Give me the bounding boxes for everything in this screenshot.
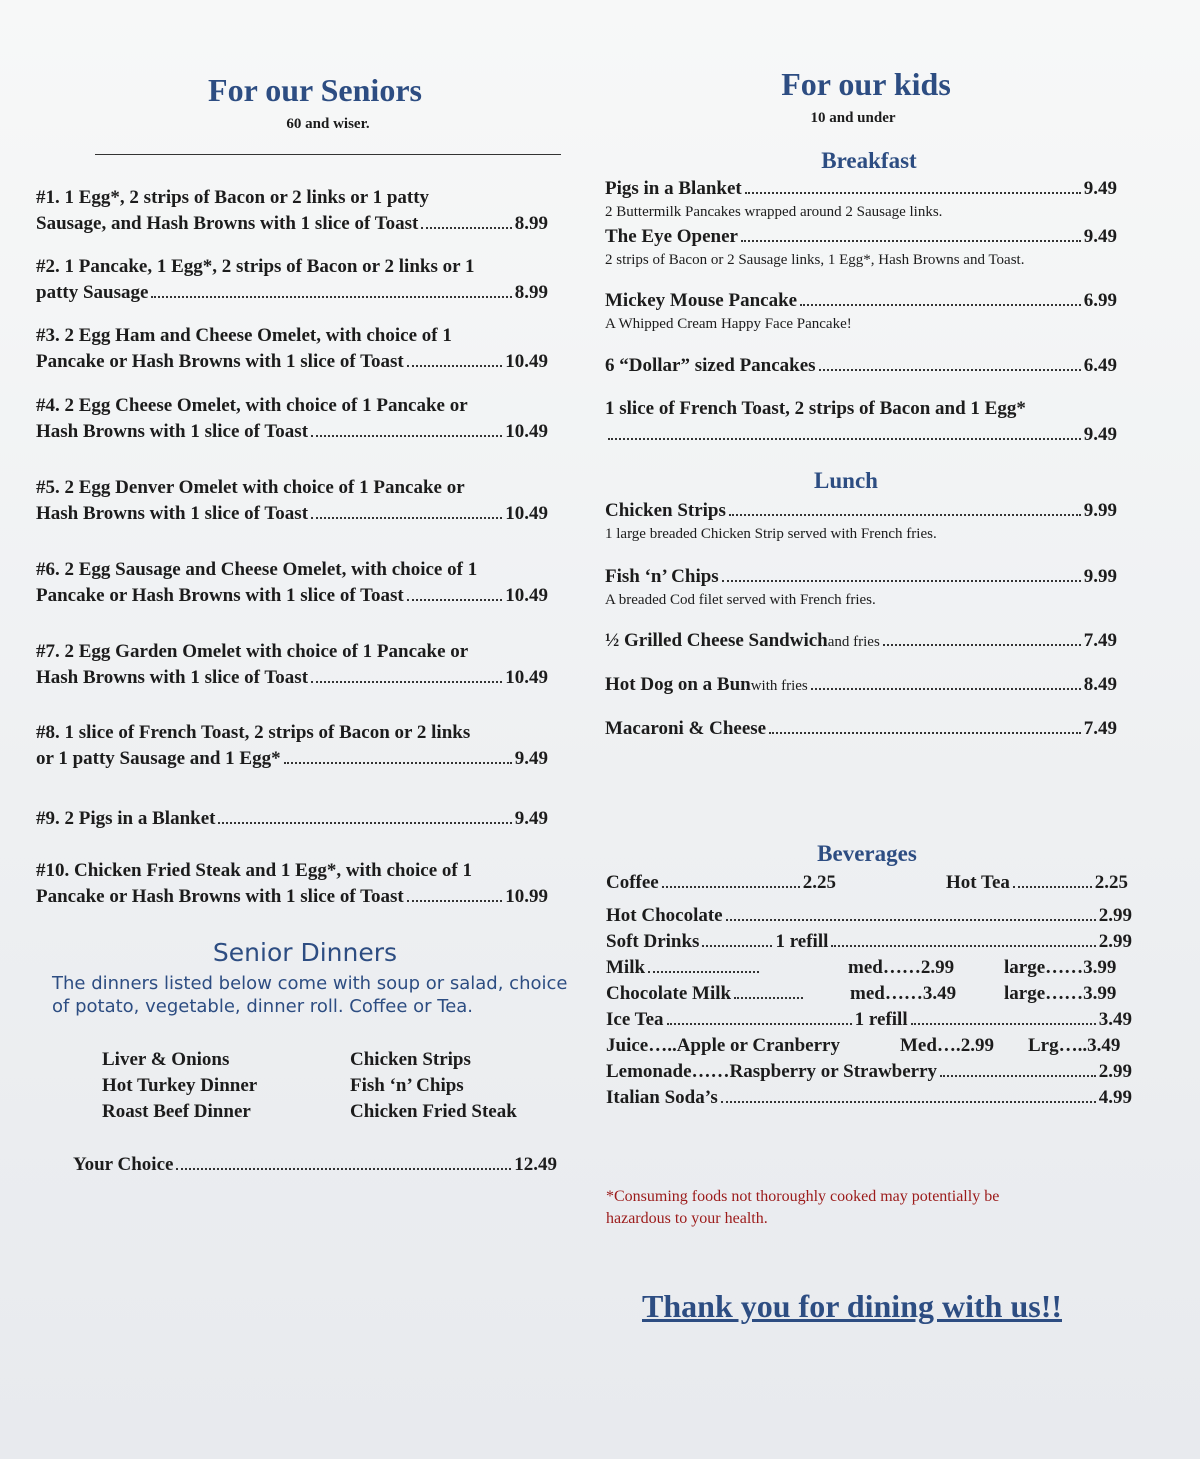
senior-item-line1: #1. 1 Egg*, 2 strips of Bacon or 2 links or 1 patty bbox=[36, 187, 430, 208]
beverage-juice-large: Lrg…..3.49 bbox=[1028, 1035, 1121, 1056]
kids-item-price: 9.49 bbox=[1083, 226, 1117, 247]
kids-item-name: 6 “Dollar” sized Pancakes bbox=[605, 355, 816, 376]
divider bbox=[95, 154, 561, 155]
senior-menu-item bbox=[36, 720, 548, 772]
senior-item-line2: Hash Browns with 1 slice of Toast bbox=[36, 667, 309, 688]
kids-menu-item bbox=[605, 288, 1117, 334]
beverage-juice: Juice…..Apple or Cranberry bbox=[606, 1035, 840, 1056]
senior-item-line2: or 1 patty Sausage and 1 Egg* bbox=[36, 748, 281, 769]
kids-item-name: Fish ‘n’ Chips bbox=[605, 566, 719, 587]
kids-item-price: 9.99 bbox=[1083, 566, 1117, 587]
kids-menu-item bbox=[605, 224, 1117, 270]
seniors-title: For our Seniors bbox=[208, 72, 422, 108]
kids-item-price: 9.49 bbox=[1083, 178, 1117, 199]
senior-menu-item bbox=[36, 475, 548, 527]
senior-menu-item bbox=[36, 639, 548, 691]
beverage-milk: Milk bbox=[606, 955, 762, 981]
lunch-heading: Lunch bbox=[814, 468, 878, 493]
senior-dinners-title: Senior Dinners bbox=[212, 938, 398, 967]
kids-item-price: 7.49 bbox=[1083, 630, 1117, 651]
senior-item-line2: Hash Browns with 1 slice of Toast bbox=[36, 421, 309, 442]
senior-item-line1: #10. Chicken Fried Steak and 1 Egg*, with choice of 1 bbox=[36, 860, 472, 881]
breakfast-heading: Breakfast bbox=[821, 148, 917, 173]
beverage-milk-med: med……2.99 bbox=[848, 957, 955, 978]
senior-item-price: 10.49 bbox=[505, 667, 548, 688]
senior-menu-item bbox=[36, 557, 548, 609]
kids-item-name: 1 slice of French Toast, 2 strips of Bacon and 1 Egg* bbox=[605, 398, 1026, 419]
beverage-soft-drinks: Soft Drinks 1 refill 2.99 bbox=[606, 931, 1132, 952]
dinner-item: Chicken Strips bbox=[350, 1049, 471, 1070]
kids-item-extra: with fries bbox=[750, 678, 808, 694]
kids-item-extra: and fries bbox=[827, 634, 880, 650]
kids-menu-item bbox=[605, 176, 1117, 222]
kids-item-name: Hot Dog on a Bun bbox=[605, 674, 751, 695]
kids-item-description: 1 large breaded Chicken Strip served with French fries. bbox=[605, 526, 937, 542]
kids-item-price: 6.99 bbox=[1083, 290, 1117, 311]
senior-item-line1: #7. 2 Egg Garden Omelet with choice of 1 Pancake or bbox=[36, 641, 469, 662]
dinner-column-1 bbox=[102, 1047, 257, 1125]
senior-menu-item bbox=[36, 185, 548, 237]
senior-menu-item bbox=[36, 806, 548, 832]
kids-title: For our kids bbox=[781, 66, 951, 102]
kids-item-name: Macaroni & Cheese bbox=[605, 718, 767, 739]
your-choice-price: 12.49 bbox=[514, 1154, 557, 1175]
kids-menu-item bbox=[605, 353, 1117, 379]
kids-item-price: 9.99 bbox=[1083, 500, 1117, 521]
beverages-heading: Beverages bbox=[817, 841, 917, 866]
kids-item-price: 9.49 bbox=[1083, 424, 1117, 445]
senior-dinners-desc-line2: of potato, vegetable, dinner roll. Coffee or Tea. bbox=[52, 996, 474, 1017]
kids-subtitle: 10 and under bbox=[810, 110, 896, 126]
dinner-item: Fish ‘n’ Chips bbox=[350, 1075, 464, 1096]
kids-item-description: A Whipped Cream Happy Face Pancake! bbox=[605, 316, 852, 332]
senior-item-line2: patty Sausage bbox=[36, 282, 149, 303]
beverage-hot-chocolate: Hot Chocolate 2.99 bbox=[606, 905, 1132, 926]
health-warning: *Consuming foods not thoroughly cooked may potentially be hazardous to your health. bbox=[606, 1188, 1000, 1227]
senior-item-price: 10.49 bbox=[505, 585, 548, 606]
senior-menu-item bbox=[36, 254, 548, 306]
senior-menu-item bbox=[36, 858, 548, 910]
senior-item-price: 10.99 bbox=[505, 886, 548, 907]
dinner-item: Liver & Onions bbox=[102, 1049, 230, 1070]
beverage-ice-tea: Ice Tea 1 refill 3.49 bbox=[606, 1009, 1132, 1030]
seniors-subtitle: 60 and wiser. bbox=[286, 116, 370, 132]
kids-menu-item bbox=[605, 672, 1117, 699]
senior-menu-item bbox=[36, 323, 548, 375]
senior-item-line1: #6. 2 Egg Sausage and Cheese Omelet, with choice of 1 bbox=[36, 559, 478, 580]
senior-item-line1: #8. 1 slice of French Toast, 2 strips of Bacon or 2 links bbox=[36, 722, 471, 743]
kids-item-price: 6.49 bbox=[1083, 355, 1117, 376]
senior-item-line1: #3. 2 Egg Ham and Cheese Omelet, with choice of 1 bbox=[36, 325, 452, 346]
kids-menu-item bbox=[605, 628, 1117, 655]
dinner-column-2 bbox=[350, 1047, 517, 1125]
your-choice-row bbox=[73, 1152, 557, 1178]
kids-menu-item bbox=[605, 716, 1117, 742]
senior-dinners-desc-line1: The dinners listed below come with soup or salad, choice bbox=[52, 973, 568, 994]
beverage-juice-med: Med….2.99 bbox=[900, 1035, 994, 1056]
kids-menu-item bbox=[605, 498, 1117, 544]
senior-item-line1: #5. 2 Egg Denver Omelet with choice of 1 Pancake or bbox=[36, 477, 465, 498]
senior-dinners-description bbox=[52, 972, 567, 1018]
beverage-coffee: Coffee 2.25 bbox=[606, 872, 836, 893]
beverage-lemonade: Lemonade……Raspberry or Strawberry 2.99 bbox=[606, 1061, 1132, 1082]
dinner-item: Chicken Fried Steak bbox=[350, 1101, 517, 1122]
dinner-item: Roast Beef Dinner bbox=[102, 1101, 251, 1122]
kids-menu-item bbox=[605, 396, 1117, 448]
beverage-hot-tea: Hot Tea 2.25 bbox=[946, 872, 1128, 893]
beverage-italian-soda: Italian Soda’s 4.99 bbox=[606, 1087, 1132, 1108]
beverage-chocolate-milk-med: med……3.49 bbox=[850, 983, 957, 1004]
kids-item-description: A breaded Cod filet served with French fries. bbox=[605, 592, 876, 608]
senior-menu-item bbox=[36, 393, 548, 445]
senior-item-price: 10.49 bbox=[505, 351, 548, 372]
beverage-chocolate-milk: Chocolate Milk bbox=[606, 981, 806, 1007]
senior-item-line2: Hash Browns with 1 slice of Toast bbox=[36, 503, 309, 524]
kids-item-name: Mickey Mouse Pancake bbox=[605, 290, 798, 311]
kids-item-price: 8.49 bbox=[1083, 674, 1117, 695]
senior-item-line2: #9. 2 Pigs in a Blanket bbox=[36, 808, 216, 829]
senior-item-line2: Pancake or Hash Browns with 1 slice of Toast bbox=[36, 886, 404, 907]
kids-item-description: 2 strips of Bacon or 2 Sausage links, 1 Egg*, Hash Browns and Toast. bbox=[605, 252, 1025, 268]
thank-you-message: Thank you for dining with us!! bbox=[642, 1288, 1062, 1324]
beverage-milk-large: large……3.99 bbox=[1004, 957, 1117, 978]
your-choice-label: Your Choice bbox=[73, 1154, 174, 1175]
senior-item-price: 9.49 bbox=[514, 808, 548, 829]
senior-item-line1: #4. 2 Egg Cheese Omelet, with choice of 1 Pancake or bbox=[36, 395, 468, 416]
kids-item-description: 2 Buttermilk Pancakes wrapped around 2 Sausage links. bbox=[605, 204, 943, 220]
senior-item-line2: Pancake or Hash Browns with 1 slice of Toast bbox=[36, 585, 404, 606]
senior-item-line1: #2. 1 Pancake, 1 Egg*, 2 strips of Bacon or 2 links or 1 bbox=[36, 256, 475, 277]
beverage-chocolate-milk-large: large……3.99 bbox=[1004, 983, 1117, 1004]
senior-item-line2: Pancake or Hash Browns with 1 slice of Toast bbox=[36, 351, 404, 372]
dinner-item: Hot Turkey Dinner bbox=[102, 1075, 258, 1096]
senior-item-price: 8.99 bbox=[514, 282, 548, 303]
senior-item-price: 10.49 bbox=[505, 503, 548, 524]
senior-item-price: 8.99 bbox=[514, 213, 548, 234]
senior-item-line2: Sausage, and Hash Browns with 1 slice of Toast bbox=[36, 213, 419, 234]
kids-item-price: 7.49 bbox=[1083, 718, 1117, 739]
kids-item-name: Chicken Strips bbox=[605, 500, 726, 521]
kids-item-name: ½ Grilled Cheese Sandwich bbox=[605, 630, 828, 651]
kids-item-name: The Eye Opener bbox=[605, 226, 738, 247]
senior-item-price: 9.49 bbox=[514, 748, 548, 769]
kids-item-name: Pigs in a Blanket bbox=[605, 178, 742, 199]
kids-menu-item bbox=[605, 564, 1117, 610]
senior-item-price: 10.49 bbox=[505, 421, 548, 442]
